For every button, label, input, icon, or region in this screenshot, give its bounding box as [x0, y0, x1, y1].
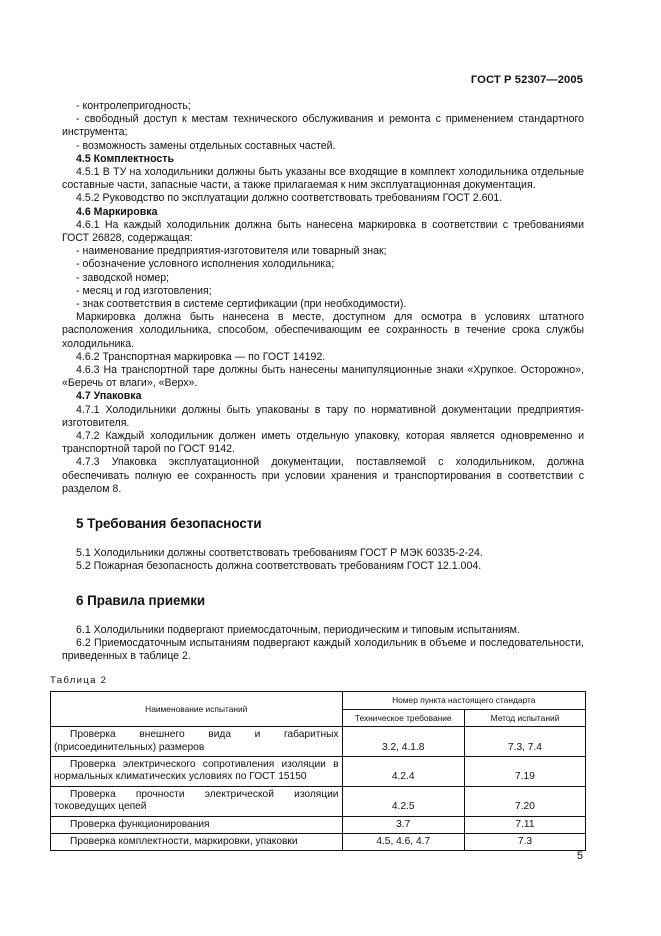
table-cell-method: 7.3 — [464, 833, 585, 850]
tests-table — [50, 691, 586, 851]
table-cell-name: Проверка прочности электрической изоляции токоведущих цепей — [51, 786, 343, 816]
table-header-group: Номер пункта настоящего стандарта — [342, 692, 586, 709]
table-header-name: Наименование испытаний — [51, 692, 343, 727]
paragraph-4-6-2: 4.6.2 Транспортная маркировка — по ГОСТ 14192. — [76, 350, 326, 363]
table-cell-method: 7.11 — [464, 816, 585, 833]
paragraph-6-1: 6.1 Холодильники подвергают приемосдаточным, периодическим и типовым испытаниям. — [76, 623, 520, 636]
table-cell-requirement: 4.2.4 — [342, 756, 464, 786]
document-header: ГОСТ Р 52307—2005 — [470, 74, 583, 86]
table-cell-requirement: 4.5, 4.6, 4.7 — [342, 833, 464, 850]
list-item: - наименование предприятия-изготовителя или товарный знак; — [76, 245, 387, 258]
paragraph-4-5-1: 4.5.1 В ТУ на холодильники должны быть указаны все входящие в комплект холодильника отдельные составные части, запасные части, а также прилагаемая к ним эксплуатационная документация. — [62, 166, 584, 192]
table-cell-requirement: 3.2, 4.1.8 — [342, 727, 464, 757]
table-row — [51, 727, 586, 757]
paragraph-4-7-2: 4.7.2 Каждый холодильник должен иметь отдельную упаковку, которая является одновременно и транспортной тарой по ГОСТ 9142. — [62, 430, 584, 456]
table-cell-requirement: 3.7 — [342, 816, 464, 833]
list-item: - свободный доступ к местам технического обслуживания и ремонта с применением стандартного инструмента; — [62, 113, 584, 139]
page-number: 5 — [576, 850, 583, 862]
list-item: - месяц и год изготовления; — [76, 284, 212, 297]
paragraph-4-5-2: 4.5.2 Руководство по эксплуатации должно соответствовать требованиям ГОСТ 2.601. — [76, 192, 503, 205]
list-item: - контролепригодность; — [76, 100, 191, 112]
paragraph-4-7-3: 4.7.3 Упаковка эксплуатационной документации, поставляемой с холодильником, должна обеспечивать полную ее сохранность при условии хранения и транспортирования в соответствии с разделом 8. — [62, 456, 584, 495]
table-row — [51, 816, 586, 833]
list-item: - заводской номер; — [76, 271, 170, 284]
table-row — [51, 786, 586, 816]
subsection-heading-4-6: 4.6 Маркировка — [76, 205, 158, 218]
table-header-requirement: Техническое требование — [342, 709, 464, 726]
table-cell-method: 7.20 — [464, 786, 585, 816]
table-cell-name: Проверка комплектности, маркировки, упаковки — [51, 833, 343, 850]
table-row — [51, 833, 586, 850]
list-item: - обозначение условного исполнения холодильника; — [76, 258, 335, 271]
table-cell-method: 7.3, 7.4 — [464, 727, 585, 757]
paragraph-marking-location: Маркировка должна быть нанесена в месте, доступном для осмотра в условиях штатного расположения холодильника, способом, обеспечивающим ее сохранность в течение срока службы холодильника. — [62, 311, 584, 350]
table-header-method: Метод испытаний — [464, 709, 585, 726]
document-body — [50, 100, 584, 851]
paragraph-5-1: 5.1 Холодильники должны соответствовать требованиям ГОСТ Р МЭК 60335-2-24. — [76, 547, 483, 560]
table-caption: Таблица 2 — [50, 675, 108, 687]
paragraph-4-7-1: 4.7.1 Холодильники должны быть упакованы в тару по нормативной документации предприятия-изготовителя. — [62, 403, 584, 429]
section-heading-5: 5 Требования безопасности — [76, 516, 262, 532]
subsection-heading-4-5: 4.5 Комплектность — [76, 152, 174, 165]
table-cell-method: 7.19 — [464, 756, 585, 786]
table-cell-name: Проверка электрического сопротивления изоляции в нормальных климатических условиях по ГОСТ 15150 — [51, 756, 343, 786]
list-item: - возможность замены отдельных составных частей. — [76, 139, 336, 152]
paragraph-6-2: 6.2 Приемосдаточным испытаниям подвергают каждый холодильник в объеме и последовательности, приведенных в таблице 2. — [62, 636, 584, 662]
paragraph-5-2: 5.2 Пожарная безопасность должна соответствовать требованиям ГОСТ 12.1.004. — [76, 560, 482, 573]
table-cell-name: Проверка внешнего вида и габаритных (присоединительных) размеров — [51, 727, 343, 757]
paragraph-4-6-1: 4.6.1 На каждый холодильник должна быть нанесена маркировка в соответствии с требованиями ГОСТ 26828, содержащая: — [62, 218, 584, 245]
table-cell-requirement: 4.2.5 — [342, 786, 464, 816]
list-item: - знак соответствия в системе сертификации (при необходимости). — [76, 298, 407, 311]
table-cell-name: Проверка функционирования — [51, 816, 343, 833]
section-heading-6: 6 Правила приемки — [76, 592, 206, 608]
table-row — [51, 756, 586, 786]
subsection-heading-4-7: 4.7 Упаковка — [76, 390, 142, 403]
paragraph-4-6-3: 4.6.3 На транспортной таре должны быть нанесены манипуляционные знаки «Хрупкое. Осторожно», «Беречь от влаги», «Верх». — [62, 364, 584, 390]
